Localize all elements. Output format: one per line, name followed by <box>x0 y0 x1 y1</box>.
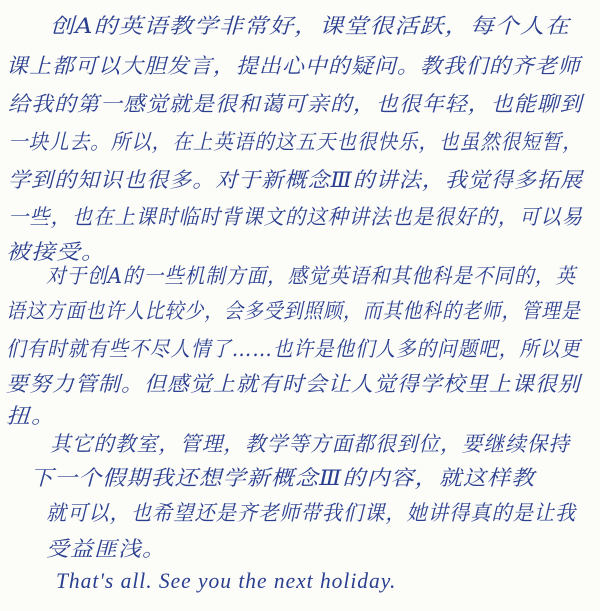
letter-line: 创A的英语教学非常好，课堂很活跃，每个人在 <box>50 14 571 38</box>
letter-line: 对于创A的一些机制方面，感觉英语和其他科是不同的，英 <box>46 264 576 288</box>
letter-line: 下一个假期我还想学新概念Ⅲ的内容，就这样教 <box>30 466 536 490</box>
letter-line: 被接受。 <box>6 240 106 264</box>
letter-line: 就可以，也希望还是齐老师带我们课，她讲得真的是让我 <box>46 501 577 525</box>
letter-line: 语这方面也许人比较少，会多受到照顾，而其他科的老师，管理是 <box>6 299 581 323</box>
letter-line: 受益匪浅。 <box>46 537 167 561</box>
letter-line: 一块儿去。所以，在上英语的这五天也很快乐，也虽然很短暂， <box>8 130 583 154</box>
letter-line: 给我的第一感觉就是很和蔼可亲的，也很年轻，也能聊到 <box>8 92 583 116</box>
letter-line: 扭。 <box>6 404 56 428</box>
letter-line: 其它的教室，管理，教学等方面都很到位，要继续保持 <box>50 432 571 456</box>
letter-line: 学到的知识也很多。对于新概念Ⅲ的讲法，我觉得多拓展 <box>8 168 584 192</box>
letter-line: 们有时就有些不尽人情了……也许是他们人多的问题吧，所以更 <box>6 337 581 361</box>
letter-line: That's all. See you the next holiday. <box>56 568 397 593</box>
letter-line: 要努力管制。但感觉上就有时会让人觉得学校里上课很别 <box>6 372 581 396</box>
letter-line: 一些，也在上课时临时背课文的这种讲法也是很好的，可以易 <box>8 205 583 229</box>
letter-line: 课上都可以大胆发言，提出心中的疑问。教我们的齐老师 <box>6 54 581 78</box>
